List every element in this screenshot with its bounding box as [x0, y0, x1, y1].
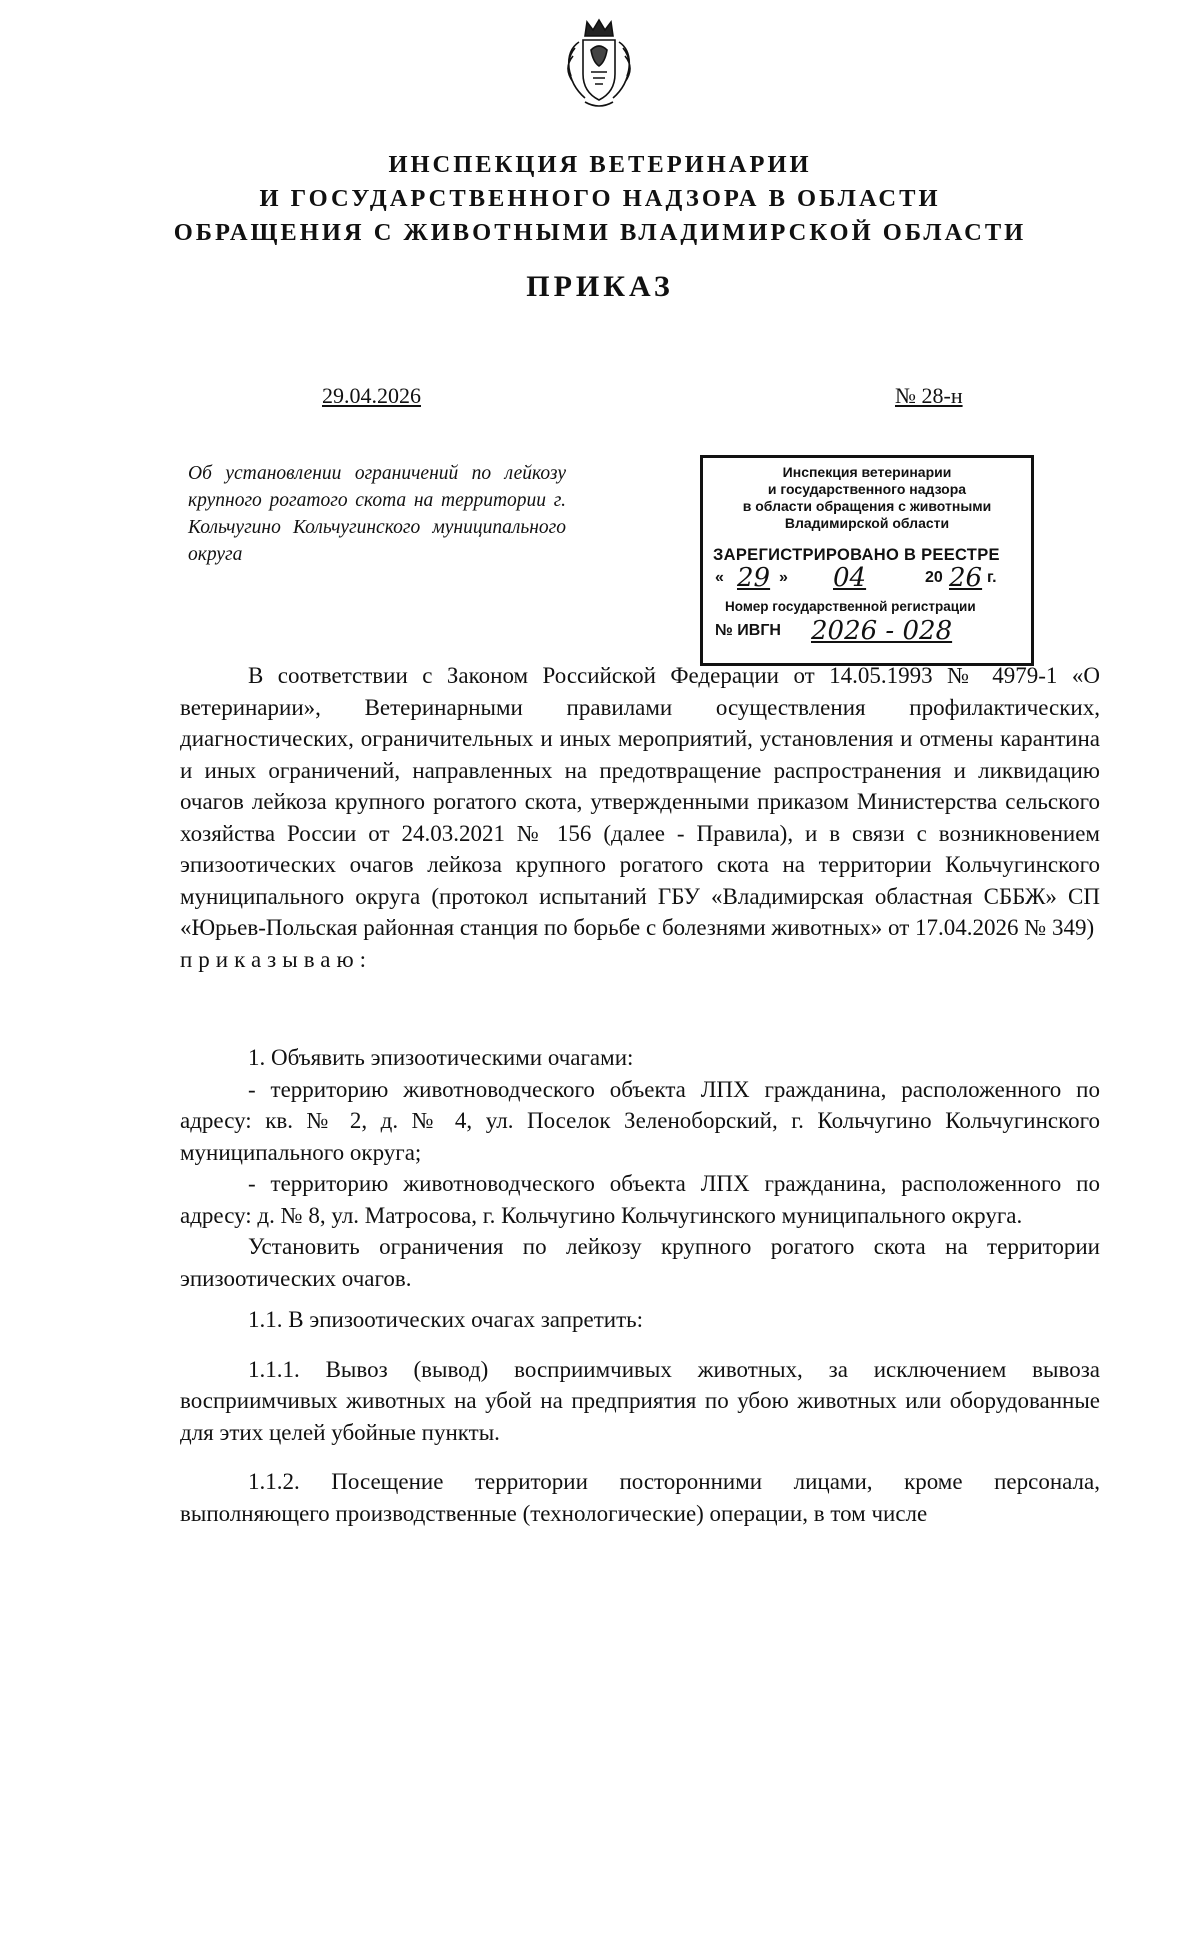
preamble-block [180, 660, 1100, 975]
stamp-reg-number-handwritten: 2026 - 028 [811, 616, 953, 646]
stamp-quote-open: « [715, 569, 724, 586]
item-1-1-1: 1.1.1. Вывоз (вывод) восприимчивых животных, за исключением вывоза восприимчивых животных на убой на предприятия по убою животных или оборудованные для этих целей убойные пункты. [180, 1356, 1100, 1445]
stamp-year-unit: г. [987, 569, 997, 586]
agency-name-line-1: ИНСПЕКЦИЯ ВЕТЕРИНАРИИ [388, 151, 812, 178]
stamp-month-handwritten: 04 [833, 563, 867, 593]
item-1-bullet-1: - территорию животноводческого объекта ЛПХ гражданина, расположенного по адресу: кв. № 2, д. № 4, ул. Поселок Зеленоборский, г. Кольчугино Кольчугинского муниципального округа; [180, 1076, 1100, 1165]
coat-of-arms-icon [561, 16, 637, 112]
stamp-registered-label: ЗАРЕГИСТРИРОВАНО В РЕЕСТРЕ [713, 546, 1000, 564]
stamp-quote-close: » [779, 569, 788, 586]
stamp-reg-number-row [715, 616, 1031, 650]
stamp-date-row [715, 563, 1031, 597]
stamp-org-line: и государственного надзора [767, 481, 967, 497]
stamp-reg-number-label: Номер государственной регистрации [725, 599, 976, 614]
agency-name-line-2: И ГОСУДАРСТВЕННОГО НАДЗОРА В ОБЛАСТИ [259, 185, 941, 212]
order-items [180, 1042, 1100, 1529]
stamp-org-line: Инспекция ветеринарии [782, 464, 952, 480]
registration-stamp [700, 455, 1034, 666]
item-1-1-2: 1.1.2. Посещение территории посторонними лицами, кроме персонала, выполняющего производственные (технологические) операции, в том числе [180, 1469, 1100, 1526]
document-date: 29.04.2026 [322, 383, 421, 408]
document-number: № 28-н [895, 383, 963, 408]
stamp-org-line: в области обращения с животными [742, 498, 992, 514]
ordering-word-text: приказываю: [180, 946, 373, 972]
stamp-day-handwritten: 29 [737, 563, 771, 593]
agency-name-line-3: ОБРАЩЕНИЯ С ЖИВОТНЫМИ ВЛАДИМИРСКОЙ ОБЛАСТИ [173, 219, 1027, 246]
stamp-organization [703, 464, 1031, 532]
document-type-title: ПРИКАЗ [526, 270, 674, 303]
order-subject: Об установлении ограничений по лейкозу крупного рогатого скота на территории г. Кольчугино Кольчугинского муниципального округа [188, 463, 566, 565]
stamp-year-prefix: 20 [925, 569, 943, 586]
item-1: 1. Объявить эпизоотическими очагами: [248, 1045, 634, 1070]
preamble-paragraph: В соответствии с Законом Российской Федерации от 14.05.1993 № 4979-1 «О ветеринарии», Ветеринарными правилами осуществления профилактических, диагностических, ограничительных и иных мероприятий, установления и отмены карантина и иных ограничений, направленных на предотвращение распространения и ликвидацию очагов лейкоза крупного рогатого скота, утвержденными приказом Министерства сельского хозяйства России от 24.03.2021 № 156 (далее - Правила), и в связи с возникновением эпизоотических очагов лейкоза крупного рогатого скота на территории Кольчугинского муниципального округа (протокол испытаний ГБУ «Владимирская областная СББЖ» СП «Юрьев-Польская районная станция по борьбе с болезнями животных» от 17.04.2026 № 349) [180, 663, 1100, 940]
stamp-org-line: Владимирской области [784, 515, 950, 531]
item-1-bullet-2: - территорию животноводческого объекта ЛПХ гражданина, расположенного по адресу: д. № 8, ул. Матросова, г. Кольчугино Кольчугинского муниципального округа. [180, 1171, 1100, 1228]
item-1-restriction: Установить ограничения по лейкозу крупного рогатого скота на территории эпизоотических очагов. [180, 1234, 1100, 1291]
item-1-1: 1.1. В эпизоотических очагах запретить: [248, 1307, 643, 1332]
stamp-year-handwritten: 26 [949, 563, 983, 593]
ordering-word [180, 944, 1100, 976]
stamp-reg-prefix: № ИВГН [715, 622, 781, 639]
